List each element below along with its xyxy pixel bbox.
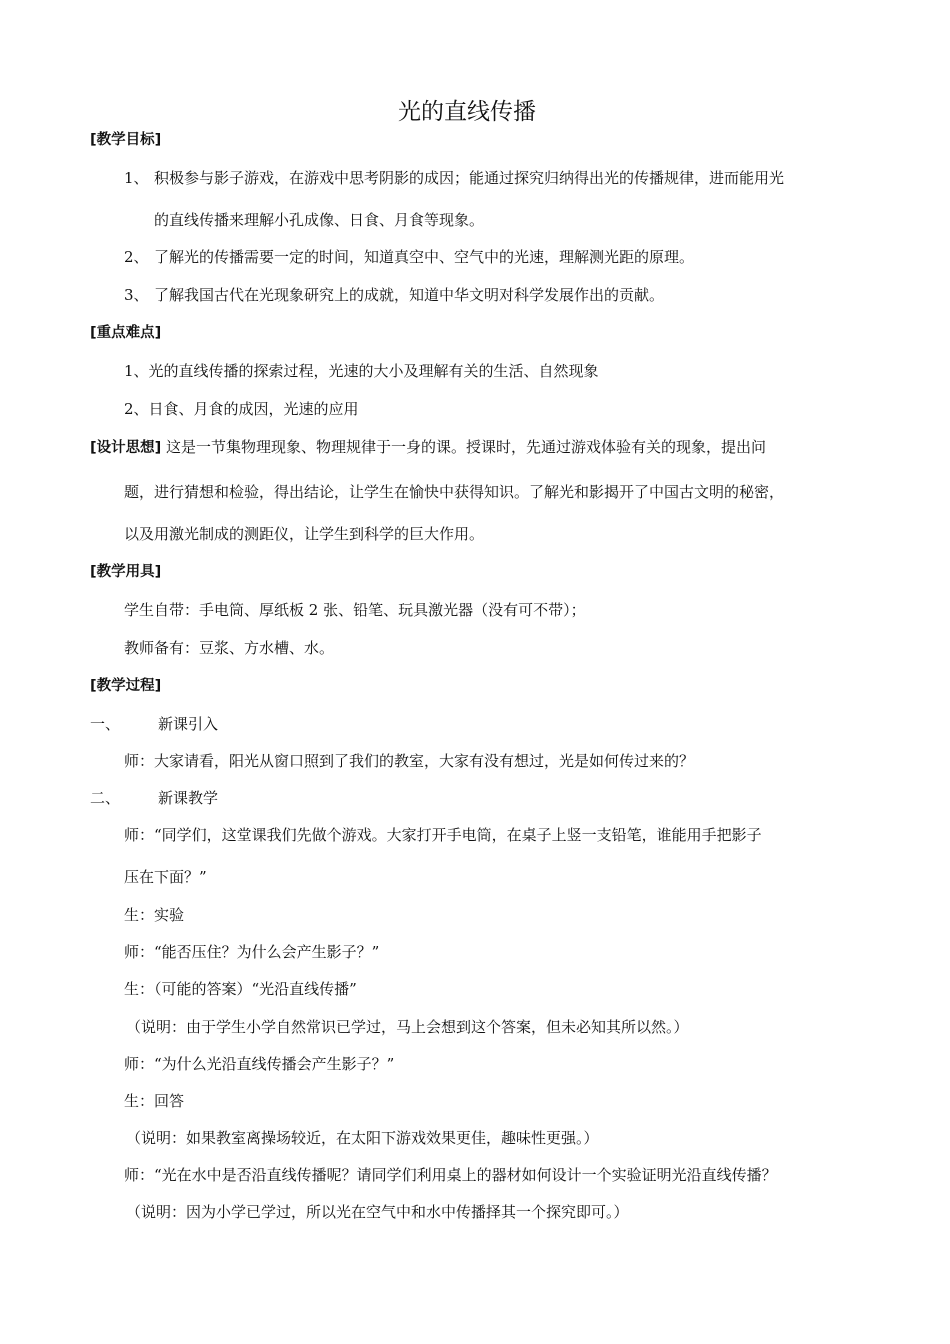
section-1-number: 一、 — [90, 715, 121, 733]
dialogue-line-6: 师：“为什么光沿直线传播会产生影子？” — [124, 1055, 395, 1073]
dialogue-line-5: 生：（可能的答案）“光沿直线传播” — [124, 980, 357, 998]
design-text-2: 题，进行猜想和检验，得出结论，让学生在愉快中获得知识。了解光和影揭开了中国古文明的秘密， — [124, 483, 785, 501]
document-title: 光的直线传播 — [398, 99, 536, 125]
objective-3-number: 3、 — [124, 286, 149, 304]
objective-1-text: 积极参与影子游戏，在游戏中思考阴影的成因；能通过探究归纳得出光的传播规律，进而能用光 — [154, 169, 785, 187]
objectives-heading: [教学目标] — [90, 132, 162, 148]
key-point-1: 1、光的直线传播的探索过程，光速的大小及理解有关的生活、自然现象 — [124, 362, 599, 380]
dialogue-line-8: 师：“光在水中是否沿直线传播呢？请同学们利用桌上的器材如何设计一个实验证明光沿直线传播？ — [124, 1166, 777, 1184]
intro-dialogue: 师：大家请看，阳光从窗口照到了我们的教室，大家有没有想过，光是如何传过来的？ — [124, 752, 695, 770]
dialogue-line-3: 生：实验 — [124, 906, 185, 924]
process-heading: [教学过程] — [90, 678, 162, 694]
dialogue-line-4: 师：“能否压住？为什么会产生影子？” — [124, 943, 380, 961]
key-point-2: 2、日食、月食的成因，光速的应用 — [124, 400, 359, 418]
objective-3-text: 了解我国古代在光现象研究上的成就，知道中华文明对科学发展作出的贡献。 — [154, 286, 665, 304]
design-text-1: 这是一节集物理现象、物理规律于一身的课。授课时，先通过游戏体验有关的现象，提出问 — [166, 438, 767, 456]
dialogue-line-7: 生：回答 — [124, 1092, 185, 1110]
objective-1-text-cont: 的直线传播来理解小孔成像、日食、月食等现象。 — [154, 211, 485, 229]
section-2-title: 新课教学 — [158, 789, 219, 807]
tools-heading: [教学用具] — [90, 564, 162, 580]
tools-teacher: 教师备有：豆浆、方水槽、水。 — [124, 639, 335, 657]
section-2-number: 二、 — [90, 789, 121, 807]
note-line-3: （说明：因为小学已学过，所以光在空气中和水中传播择其一个探究即可。） — [126, 1203, 629, 1221]
design-text-3: 以及用激光制成的测距仪，让学生到科学的巨大作用。 — [124, 525, 485, 543]
section-1-title: 新课引入 — [158, 715, 219, 733]
objective-2-text: 了解光的传播需要一定的时间，知道真空中、空气中的光速，理解测光距的原理。 — [154, 248, 695, 266]
note-line-2: （说明：如果教室离操场较近，在太阳下游戏效果更佳，趣味性更强。） — [126, 1129, 599, 1147]
objective-1-number: 1、 — [124, 169, 149, 187]
dialogue-line-2: 压在下面？” — [124, 868, 207, 886]
objective-2-number: 2、 — [124, 248, 149, 266]
key-points-heading: [重点难点] — [90, 325, 162, 341]
design-paragraph-line-1 — [90, 437, 766, 458]
tools-students: 学生自带：手电筒、厚纸板 2 张、铅笔、玩具激光器（没有可不带）； — [124, 601, 586, 619]
design-heading: [设计思想] — [90, 440, 162, 456]
dialogue-line-1: 师：“同学们，这堂课我们先做个游戏。大家打开手电筒，在桌子上竖一支铅笔，谁能用手把影子 — [124, 826, 762, 844]
note-line-1: （说明：由于学生小学自然常识已学过，马上会想到这个答案，但未必知其所以然。） — [126, 1018, 689, 1036]
